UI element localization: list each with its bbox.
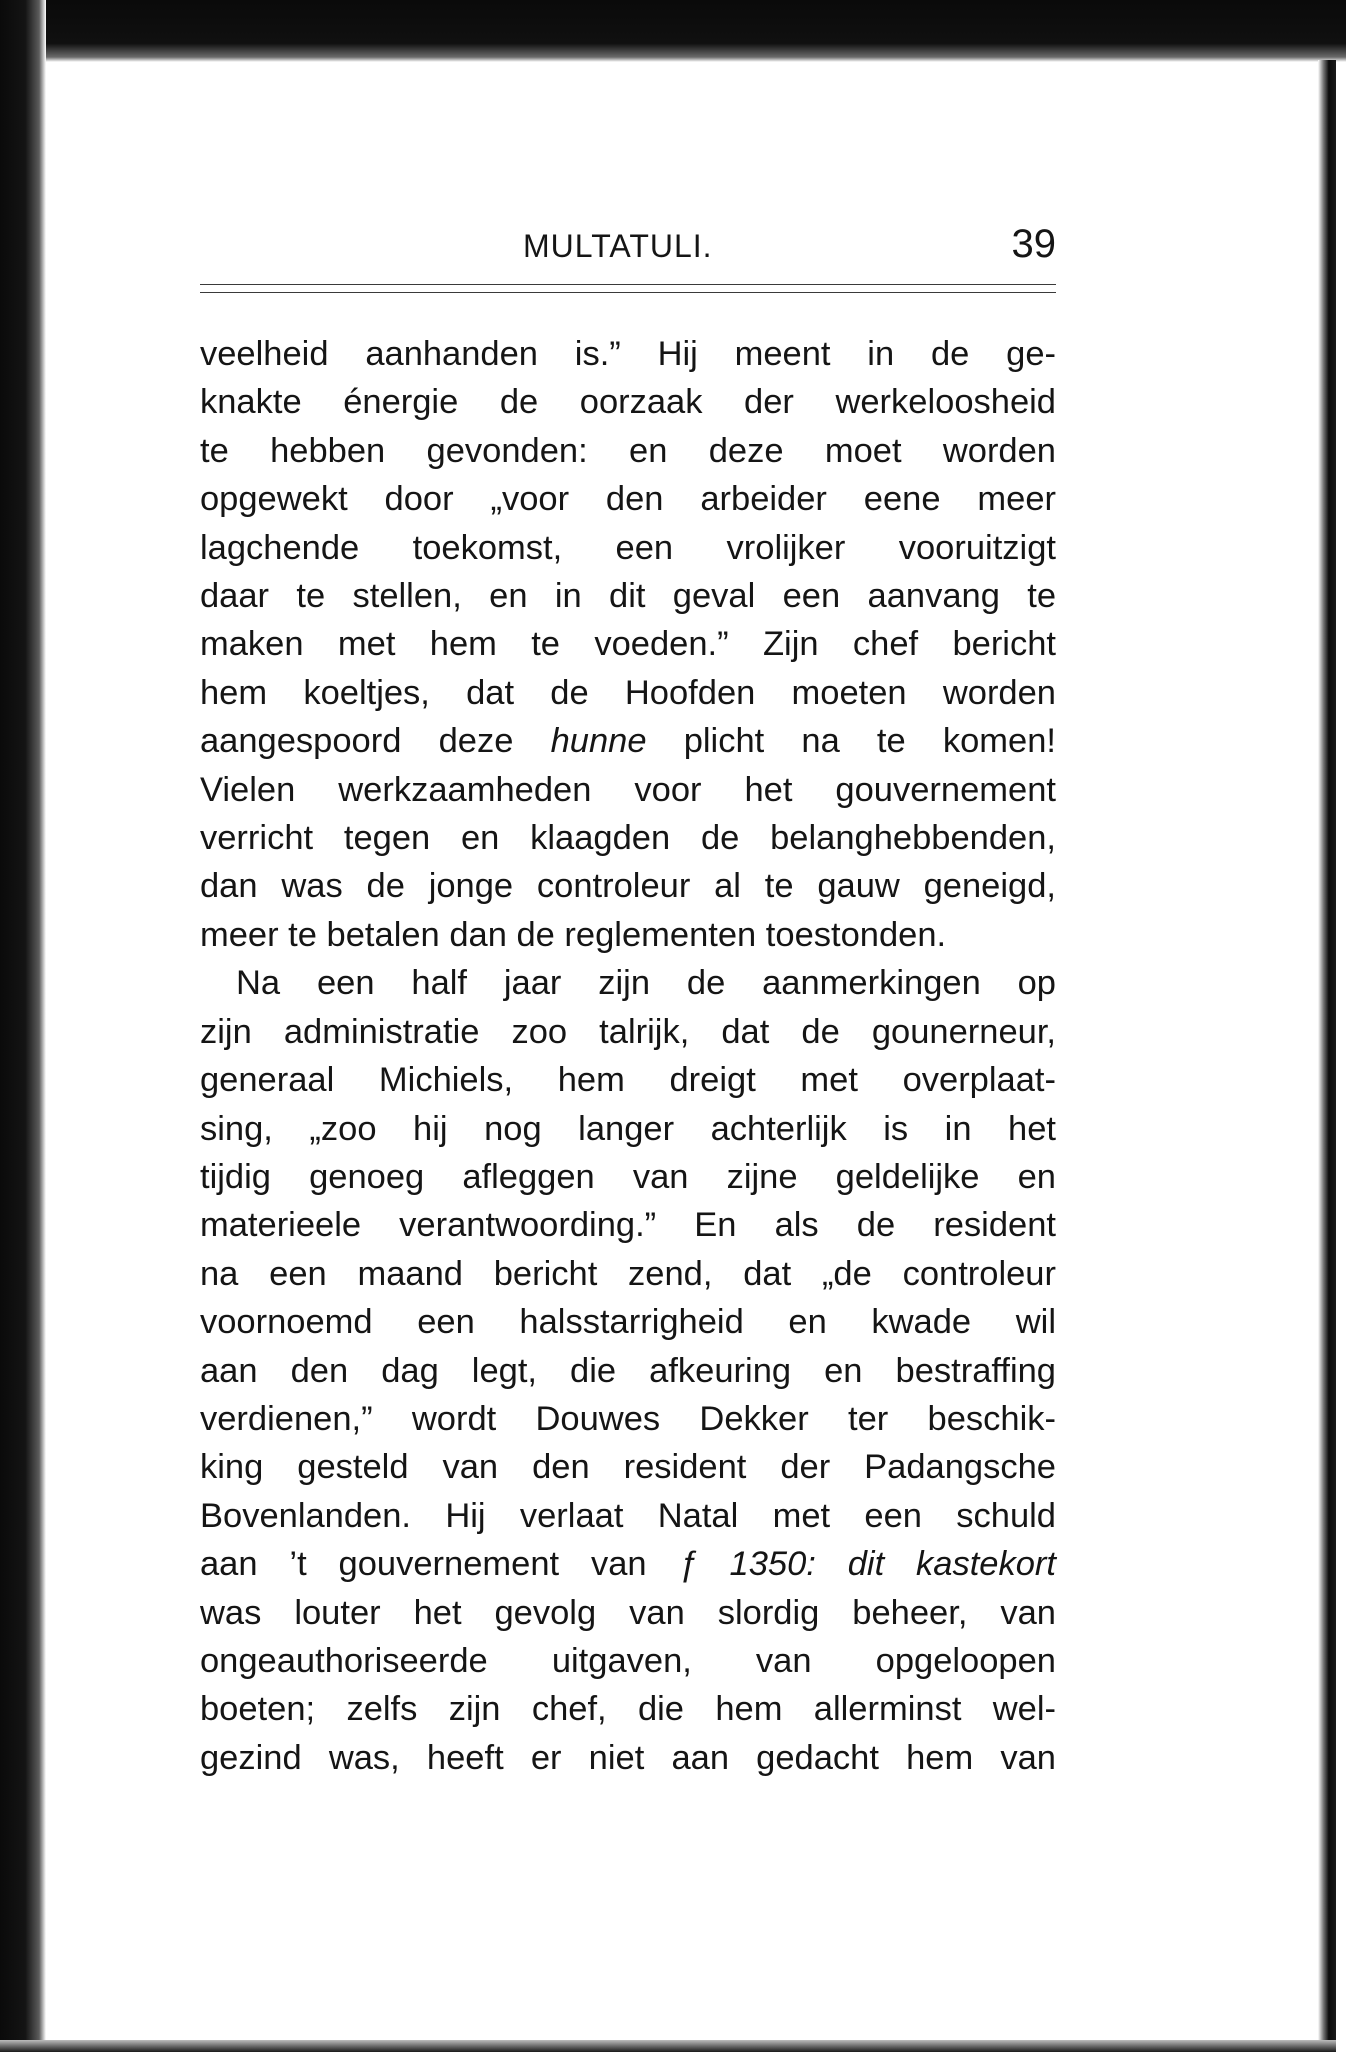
scan-border-left — [0, 0, 46, 2052]
text-line: Vielen werkzaamheden voor het gouvernement — [200, 770, 1056, 809]
text-line: Bovenlanden. Hij verlaat Natal met een schuld — [200, 1496, 1056, 1535]
scan-border-bottom — [0, 2040, 1336, 2052]
text-line: veelheid aanhanden is.” Hij meent in de ge- — [200, 335, 1056, 373]
text-line: materieele verantwoording.” En als de resident — [200, 1206, 1056, 1245]
text-line: boeten; zelfs zijn chef, die hem allerminst wel- — [200, 1690, 1056, 1729]
text-line: sing, „zoo hij nog langer achterlijk is in het — [200, 1109, 1056, 1148]
text-segment: aan ’t gouvernement van — [200, 1545, 647, 1584]
text-line — [200, 1540, 1056, 1588]
text-line: knakte énergie de oorzaak der werkeloosheid — [200, 383, 1056, 422]
text-line: hem koeltjes, dat de Hoofden moeten worden — [200, 673, 1056, 712]
text-line: ongeauthoriseerde uitgaven, van opgeloopen — [200, 1641, 1056, 1680]
paragraph-start-line: Na een half jaar zijn de aanmerkingen op — [236, 964, 1056, 1003]
header-rule-double — [200, 292, 1056, 293]
text-line — [200, 717, 1056, 765]
body-text — [200, 330, 1056, 1782]
text-line: zijn administratie zoo talrijk, dat de gounerneur, — [200, 1012, 1056, 1051]
text-line: maken met hem te voeden.” Zijn chef bericht — [200, 625, 1056, 664]
text-line: meer te betalen dan de reglementen toestonden. — [200, 915, 947, 954]
text-segment: aangespoord deze — [200, 722, 514, 761]
text-line: tijdig genoeg afleggen van zijne geldelijke en — [200, 1157, 1056, 1196]
text-line: verdienen,” wordt Douwes Dekker ter beschik- — [200, 1399, 1056, 1438]
text-line: na een maand bericht zend, dat „de controleur — [200, 1254, 1056, 1293]
text-line: voornoemd een halsstarrigheid en kwade wil — [200, 1303, 1056, 1342]
text-line: daar te stellen, en in dit geval een aanvang te — [200, 577, 1056, 616]
emphasized-word: hunne — [550, 722, 647, 761]
text-line: dan was de jonge controleur al te gauw geneigd, — [200, 867, 1056, 906]
currency-amount: ƒ 1350: dit kastekort — [678, 1545, 1056, 1584]
text-line: opgewekt door „voor den arbeider eene meer — [200, 480, 1056, 519]
text-line: was louter het gevolg van slordig beheer, van — [200, 1593, 1056, 1632]
text-line: lagchende toekomst, een vrolijker vooruitzigt — [200, 528, 1056, 567]
page-number: 39 — [1011, 222, 1056, 266]
text-line: te hebben gevonden: en deze moet worden — [200, 431, 1056, 470]
scan-border-top — [0, 0, 1346, 62]
running-title: MULTATULI. — [523, 228, 713, 264]
book-page — [200, 222, 1056, 1777]
text-line: aan den dag legt, die afkeuring en bestraffing — [200, 1351, 1056, 1390]
scan-border-right — [1318, 60, 1336, 2040]
text-line: verricht tegen en klaagden de belanghebbenden, — [200, 819, 1056, 858]
text-line: gezind was, heeft er niet aan gedacht hem van — [200, 1738, 1056, 1777]
text-line: king gesteld van den resident der Padangsche — [200, 1448, 1056, 1487]
header-rule — [200, 284, 1056, 285]
text-line: generaal Michiels, hem dreigt met overplaat- — [200, 1061, 1056, 1100]
running-head — [200, 222, 1056, 272]
text-segment: plicht na te komen! — [683, 722, 1056, 761]
